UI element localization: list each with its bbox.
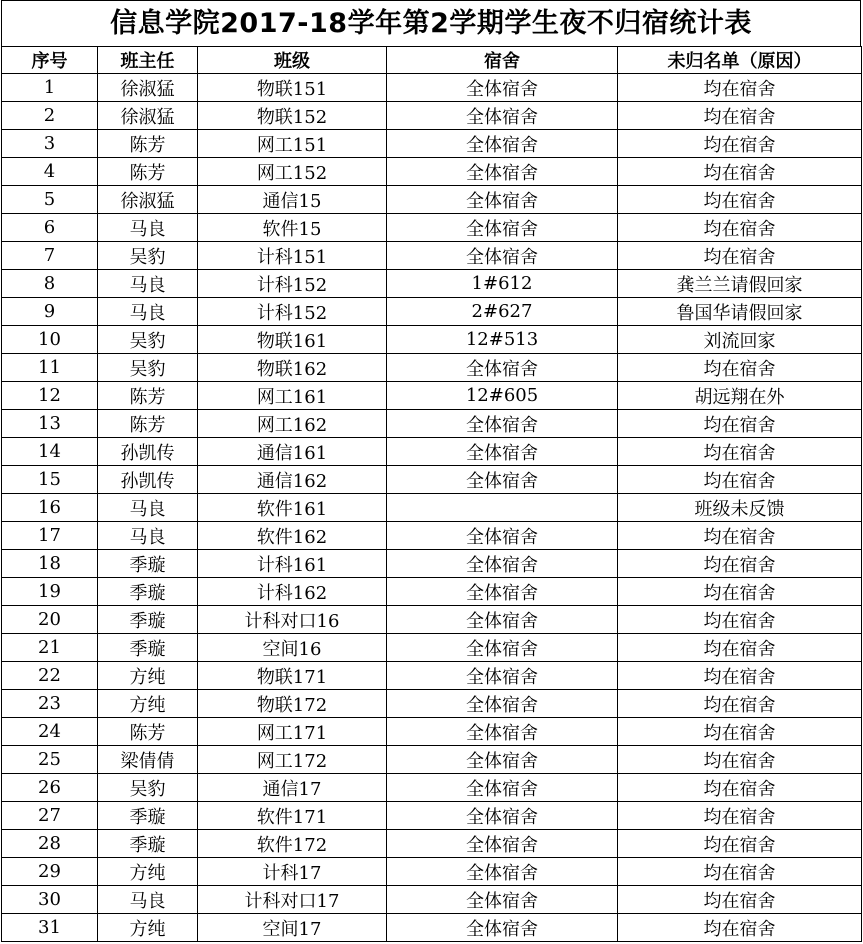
cell-class[interactable]: 网工171 bbox=[198, 718, 387, 746]
cell-teacher[interactable]: 季璇 bbox=[98, 634, 198, 662]
cell-absent[interactable]: 均在宿舍 bbox=[618, 550, 862, 578]
table-row bbox=[2, 606, 862, 634]
table-row bbox=[2, 690, 862, 718]
cell-no[interactable]: 21 bbox=[2, 634, 98, 662]
cell-no[interactable]: 4 bbox=[2, 158, 98, 186]
cell-absent[interactable]: 鲁国华请假回家 bbox=[618, 298, 862, 326]
cell-teacher[interactable]: 吴豹 bbox=[98, 242, 198, 270]
cell-teacher[interactable]: 季璇 bbox=[98, 550, 198, 578]
cell-absent[interactable]: 均在宿舍 bbox=[618, 774, 862, 802]
cell-dorm[interactable]: 全体宿舍 bbox=[387, 858, 618, 886]
page-title: 信息学院2017-18学年第2学期学生夜不归宿统计表 bbox=[1, 0, 861, 46]
cell-class[interactable]: 物联151 bbox=[198, 74, 387, 102]
cell-absent[interactable]: 胡远翔在外 bbox=[618, 382, 862, 410]
cell-dorm[interactable]: 全体宿舍 bbox=[387, 130, 618, 158]
cell-teacher[interactable]: 马良 bbox=[98, 270, 198, 298]
cell-class[interactable]: 软件171 bbox=[198, 802, 387, 830]
cell-no[interactable]: 17 bbox=[2, 522, 98, 550]
cell-no[interactable]: 3 bbox=[2, 130, 98, 158]
table-row bbox=[2, 718, 862, 746]
cell-no[interactable]: 14 bbox=[2, 438, 98, 466]
table-row bbox=[2, 214, 862, 242]
cell-no[interactable]: 1 bbox=[2, 74, 98, 102]
cell-teacher[interactable]: 马良 bbox=[98, 886, 198, 914]
cell-dorm[interactable]: 全体宿舍 bbox=[387, 550, 618, 578]
cell-dorm[interactable]: 全体宿舍 bbox=[387, 242, 618, 270]
cell-absent[interactable]: 均在宿舍 bbox=[618, 354, 862, 382]
cell-class[interactable]: 通信161 bbox=[198, 438, 387, 466]
cell-absent[interactable]: 均在宿舍 bbox=[618, 242, 862, 270]
cell-absent[interactable]: 班级未反馈 bbox=[618, 494, 862, 522]
cell-absent[interactable]: 均在宿舍 bbox=[618, 438, 862, 466]
cell-teacher[interactable]: 方纯 bbox=[98, 858, 198, 886]
cell-no[interactable]: 16 bbox=[2, 494, 98, 522]
cell-teacher[interactable]: 季璇 bbox=[98, 802, 198, 830]
cell-teacher[interactable]: 陈芳 bbox=[98, 130, 198, 158]
cell-dorm[interactable]: 全体宿舍 bbox=[387, 410, 618, 438]
cell-class[interactable]: 网工162 bbox=[198, 410, 387, 438]
table-row bbox=[2, 550, 862, 578]
cell-absent[interactable]: 均在宿舍 bbox=[618, 690, 862, 718]
cell-dorm[interactable]: 全体宿舍 bbox=[387, 102, 618, 130]
cell-no[interactable]: 28 bbox=[2, 830, 98, 858]
cell-teacher[interactable]: 季璇 bbox=[98, 606, 198, 634]
cell-class[interactable]: 计科162 bbox=[198, 578, 387, 606]
cell-no[interactable]: 22 bbox=[2, 662, 98, 690]
table-row bbox=[2, 298, 862, 326]
cell-absent[interactable]: 均在宿舍 bbox=[618, 634, 862, 662]
table-row bbox=[2, 662, 862, 690]
cell-dorm[interactable]: 12#513 bbox=[387, 326, 618, 354]
cell-no[interactable]: 13 bbox=[2, 410, 98, 438]
cell-no[interactable]: 27 bbox=[2, 802, 98, 830]
cell-dorm[interactable]: 全体宿舍 bbox=[387, 606, 618, 634]
cell-teacher[interactable]: 孙凯传 bbox=[98, 438, 198, 466]
table-row bbox=[2, 382, 862, 410]
cell-absent[interactable]: 均在宿舍 bbox=[618, 746, 862, 774]
table-row bbox=[2, 326, 862, 354]
cell-absent[interactable]: 刘流回家 bbox=[618, 326, 862, 354]
cell-teacher[interactable]: 徐淑猛 bbox=[98, 186, 198, 214]
cell-dorm[interactable]: 全体宿舍 bbox=[387, 186, 618, 214]
cell-class[interactable]: 计科161 bbox=[198, 550, 387, 578]
cell-teacher[interactable]: 梁倩倩 bbox=[98, 746, 198, 774]
cell-absent[interactable]: 均在宿舍 bbox=[618, 802, 862, 830]
table-row bbox=[2, 802, 862, 830]
cell-teacher[interactable]: 季璇 bbox=[98, 578, 198, 606]
cell-class[interactable]: 网工152 bbox=[198, 158, 387, 186]
table-row bbox=[2, 130, 862, 158]
cell-teacher[interactable]: 陈芳 bbox=[98, 158, 198, 186]
cell-teacher[interactable]: 马良 bbox=[98, 522, 198, 550]
cell-no[interactable]: 31 bbox=[2, 914, 98, 942]
cell-absent[interactable]: 均在宿舍 bbox=[618, 886, 862, 914]
cell-class[interactable]: 空间17 bbox=[198, 914, 387, 942]
cell-dorm[interactable]: 全体宿舍 bbox=[387, 634, 618, 662]
cell-absent[interactable]: 均在宿舍 bbox=[618, 578, 862, 606]
cell-dorm[interactable]: 全体宿舍 bbox=[387, 354, 618, 382]
cell-dorm[interactable]: 1#612 bbox=[387, 270, 618, 298]
cell-no[interactable]: 26 bbox=[2, 774, 98, 802]
cell-absent[interactable]: 均在宿舍 bbox=[618, 214, 862, 242]
cell-teacher[interactable]: 吴豹 bbox=[98, 354, 198, 382]
cell-absent[interactable]: 均在宿舍 bbox=[618, 466, 862, 494]
cell-class[interactable]: 软件172 bbox=[198, 830, 387, 858]
cell-no[interactable]: 20 bbox=[2, 606, 98, 634]
cell-class[interactable]: 物联171 bbox=[198, 662, 387, 690]
cell-class[interactable]: 网工172 bbox=[198, 746, 387, 774]
cell-absent[interactable]: 均在宿舍 bbox=[618, 186, 862, 214]
spreadsheet-sheet bbox=[1, 0, 861, 942]
cell-absent[interactable]: 均在宿舍 bbox=[618, 74, 862, 102]
cell-dorm[interactable]: 全体宿舍 bbox=[387, 690, 618, 718]
cell-dorm[interactable]: 2#627 bbox=[387, 298, 618, 326]
cell-no[interactable]: 8 bbox=[2, 270, 98, 298]
cell-class[interactable]: 计科151 bbox=[198, 242, 387, 270]
cell-dorm[interactable]: 全体宿舍 bbox=[387, 718, 618, 746]
cell-teacher[interactable]: 马良 bbox=[98, 214, 198, 242]
cell-absent[interactable]: 均在宿舍 bbox=[618, 102, 862, 130]
table-row bbox=[2, 242, 862, 270]
cell-no[interactable]: 11 bbox=[2, 354, 98, 382]
table-row bbox=[2, 74, 862, 102]
cell-absent[interactable]: 龚兰兰请假回家 bbox=[618, 270, 862, 298]
cell-absent[interactable]: 均在宿舍 bbox=[618, 858, 862, 886]
cell-dorm[interactable]: 全体宿舍 bbox=[387, 746, 618, 774]
cell-class[interactable]: 计科152 bbox=[198, 298, 387, 326]
cell-class[interactable]: 网工151 bbox=[198, 130, 387, 158]
cell-no[interactable]: 24 bbox=[2, 718, 98, 746]
cell-absent[interactable]: 均在宿舍 bbox=[618, 830, 862, 858]
cell-dorm[interactable]: 全体宿舍 bbox=[387, 214, 618, 242]
cell-teacher[interactable]: 方纯 bbox=[98, 662, 198, 690]
cell-absent[interactable]: 均在宿舍 bbox=[618, 914, 862, 942]
cell-dorm[interactable]: 12#605 bbox=[387, 382, 618, 410]
cell-teacher[interactable]: 马良 bbox=[98, 298, 198, 326]
cell-dorm[interactable]: 全体宿舍 bbox=[387, 438, 618, 466]
cell-dorm[interactable]: 全体宿舍 bbox=[387, 578, 618, 606]
cell-no[interactable]: 2 bbox=[2, 102, 98, 130]
cell-teacher[interactable]: 吴豹 bbox=[98, 326, 198, 354]
header-absent: 未归名单（原因） bbox=[618, 47, 862, 74]
cell-no[interactable]: 6 bbox=[2, 214, 98, 242]
cell-dorm[interactable]: 全体宿舍 bbox=[387, 522, 618, 550]
cell-dorm[interactable]: 全体宿舍 bbox=[387, 466, 618, 494]
cell-dorm[interactable]: 全体宿舍 bbox=[387, 886, 618, 914]
cell-class[interactable]: 物联162 bbox=[198, 354, 387, 382]
table-row bbox=[2, 186, 862, 214]
cell-class[interactable]: 通信162 bbox=[198, 466, 387, 494]
cell-no[interactable]: 25 bbox=[2, 746, 98, 774]
cell-class[interactable]: 计科对口16 bbox=[198, 606, 387, 634]
cell-teacher[interactable]: 方纯 bbox=[98, 690, 198, 718]
cell-absent[interactable]: 均在宿舍 bbox=[618, 606, 862, 634]
header-no: 序号 bbox=[2, 47, 98, 74]
cell-teacher[interactable]: 徐淑猛 bbox=[98, 102, 198, 130]
cell-class[interactable]: 物联152 bbox=[198, 102, 387, 130]
statistics-table bbox=[1, 46, 862, 942]
cell-no[interactable]: 10 bbox=[2, 326, 98, 354]
cell-teacher[interactable]: 季璇 bbox=[98, 830, 198, 858]
cell-teacher[interactable]: 孙凯传 bbox=[98, 466, 198, 494]
table-row bbox=[2, 410, 862, 438]
cell-teacher[interactable]: 吴豹 bbox=[98, 774, 198, 802]
table-header-row bbox=[2, 47, 862, 74]
header-class: 班级 bbox=[198, 47, 387, 74]
cell-no[interactable]: 9 bbox=[2, 298, 98, 326]
cell-no[interactable]: 7 bbox=[2, 242, 98, 270]
cell-no[interactable]: 23 bbox=[2, 690, 98, 718]
cell-class[interactable]: 物联161 bbox=[198, 326, 387, 354]
cell-no[interactable]: 29 bbox=[2, 858, 98, 886]
cell-absent[interactable]: 均在宿舍 bbox=[618, 718, 862, 746]
cell-no[interactable]: 5 bbox=[2, 186, 98, 214]
table-row bbox=[2, 914, 862, 942]
cell-no[interactable]: 12 bbox=[2, 382, 98, 410]
table-row bbox=[2, 438, 862, 466]
cell-absent[interactable]: 均在宿舍 bbox=[618, 662, 862, 690]
table-row bbox=[2, 102, 862, 130]
table-row bbox=[2, 270, 862, 298]
table-row bbox=[2, 466, 862, 494]
cell-absent[interactable]: 均在宿舍 bbox=[618, 522, 862, 550]
table-row bbox=[2, 578, 862, 606]
table-row bbox=[2, 158, 862, 186]
cell-dorm[interactable]: 全体宿舍 bbox=[387, 802, 618, 830]
cell-class[interactable]: 软件161 bbox=[198, 494, 387, 522]
table-row bbox=[2, 858, 862, 886]
cell-dorm[interactable]: 全体宿舍 bbox=[387, 914, 618, 942]
cell-dorm[interactable]: 全体宿舍 bbox=[387, 662, 618, 690]
header-teacher: 班主任 bbox=[98, 47, 198, 74]
cell-teacher[interactable]: 陈芳 bbox=[98, 382, 198, 410]
cell-class[interactable]: 计科152 bbox=[198, 270, 387, 298]
cell-no[interactable]: 19 bbox=[2, 578, 98, 606]
cell-class[interactable]: 通信17 bbox=[198, 774, 387, 802]
cell-no[interactable]: 18 bbox=[2, 550, 98, 578]
cell-absent[interactable]: 均在宿舍 bbox=[618, 130, 862, 158]
table-row bbox=[2, 830, 862, 858]
cell-no[interactable]: 30 bbox=[2, 886, 98, 914]
cell-class[interactable]: 软件162 bbox=[198, 522, 387, 550]
cell-absent[interactable]: 均在宿舍 bbox=[618, 158, 862, 186]
cell-dorm[interactable]: 全体宿舍 bbox=[387, 158, 618, 186]
cell-class[interactable]: 计科17 bbox=[198, 858, 387, 886]
cell-no[interactable]: 15 bbox=[2, 466, 98, 494]
cell-class[interactable]: 计科对口17 bbox=[198, 886, 387, 914]
table-row bbox=[2, 634, 862, 662]
cell-class[interactable]: 网工161 bbox=[198, 382, 387, 410]
table-row bbox=[2, 886, 862, 914]
cell-dorm[interactable]: 全体宿舍 bbox=[387, 74, 618, 102]
table-row bbox=[2, 494, 862, 522]
cell-dorm[interactable] bbox=[387, 494, 618, 522]
cell-teacher[interactable]: 陈芳 bbox=[98, 410, 198, 438]
table-row bbox=[2, 746, 862, 774]
cell-class[interactable]: 空间16 bbox=[198, 634, 387, 662]
table-row bbox=[2, 774, 862, 802]
table-row bbox=[2, 522, 862, 550]
cell-class[interactable]: 软件15 bbox=[198, 214, 387, 242]
cell-absent[interactable]: 均在宿舍 bbox=[618, 410, 862, 438]
cell-class[interactable]: 物联172 bbox=[198, 690, 387, 718]
header-dorm: 宿舍 bbox=[387, 47, 618, 74]
cell-teacher[interactable]: 马良 bbox=[98, 494, 198, 522]
table-row bbox=[2, 354, 862, 382]
cell-teacher[interactable]: 方纯 bbox=[98, 914, 198, 942]
cell-dorm[interactable]: 全体宿舍 bbox=[387, 774, 618, 802]
cell-teacher[interactable]: 陈芳 bbox=[98, 718, 198, 746]
cell-class[interactable]: 通信15 bbox=[198, 186, 387, 214]
cell-dorm[interactable]: 全体宿舍 bbox=[387, 830, 618, 858]
cell-teacher[interactable]: 徐淑猛 bbox=[98, 74, 198, 102]
